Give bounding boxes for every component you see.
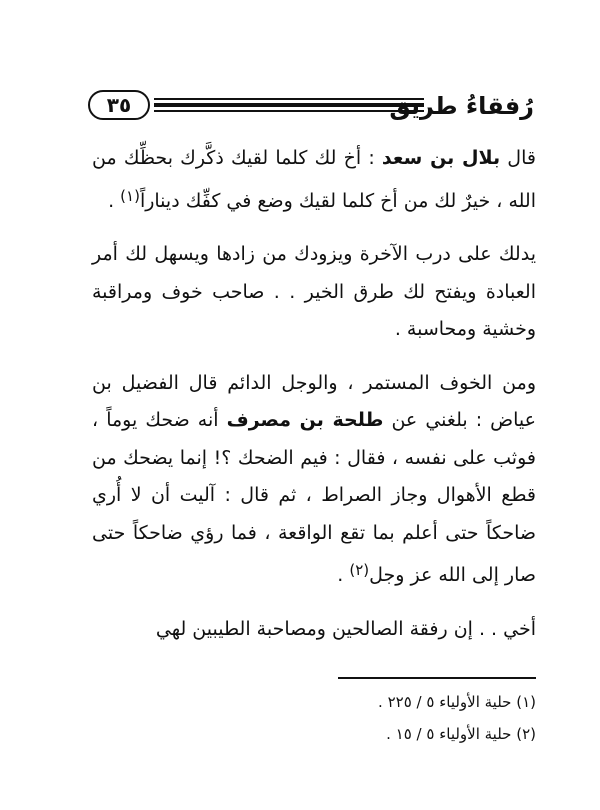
paragraph-4: أخي . . إن رفقة الصالحين ومصاحبة الطيبين لهي [155,617,536,640]
footnotes [92,686,536,750]
bold-name-talha: طلحة بن مصرف [226,409,384,431]
header-rule [154,95,424,115]
paragraph-1: قال بلال بن سعد : أخ لك كلما لقيك ذكَّرك بحظِّك من الله ، خيرٌ لك من أخ كلما لقيك وضع في كفِّك ديناراً$^{(١)}$ . [92,147,536,212]
footnote-1: (١) حلية الأولياء ٥ / ٢٢٥ . [378,693,536,711]
footnote-separator [338,677,536,679]
paragraph-2: يدلك على درب الآخرة ويزودك من زادها ويسهل لك أمر العبادة ويفتح لك طرق الخير . . صاحب خوف ومراقبة وخشية ومحاسبة . [92,243,536,340]
running-title: رُفقاءُ طريق [389,92,534,120]
footnote-ref-2: (٢) [349,561,370,579]
bold-name-bilal: بلال بن سعد [381,147,501,169]
main-text [92,140,536,648]
page-header [88,86,534,126]
footnote-2: (٢) حلية الأولياء ٥ / ١٥ . [386,725,536,743]
footnote-ref-1: (١) [120,186,140,205]
page-number: ٣٥ [88,90,150,120]
paragraph-3: ومن الخوف المستمر ، والوجل الدائم قال الفضيل بن عياض : بلغني عن طلحة بن مصرف أنه ضحك يوماً ، فوثب على نفسه ، فقال : فيم الضحك ؟! إنما يضحك من قطع الأهوال وجاز الصراط ، ثم قال : آليت أن لا أُري ضاحكاً حتى أعلم بما تقع الواقعة ، فما رؤي ضاحكاً حتى صار إلى الله عز وجل$^{(٢)}$ . [92,371,537,586]
